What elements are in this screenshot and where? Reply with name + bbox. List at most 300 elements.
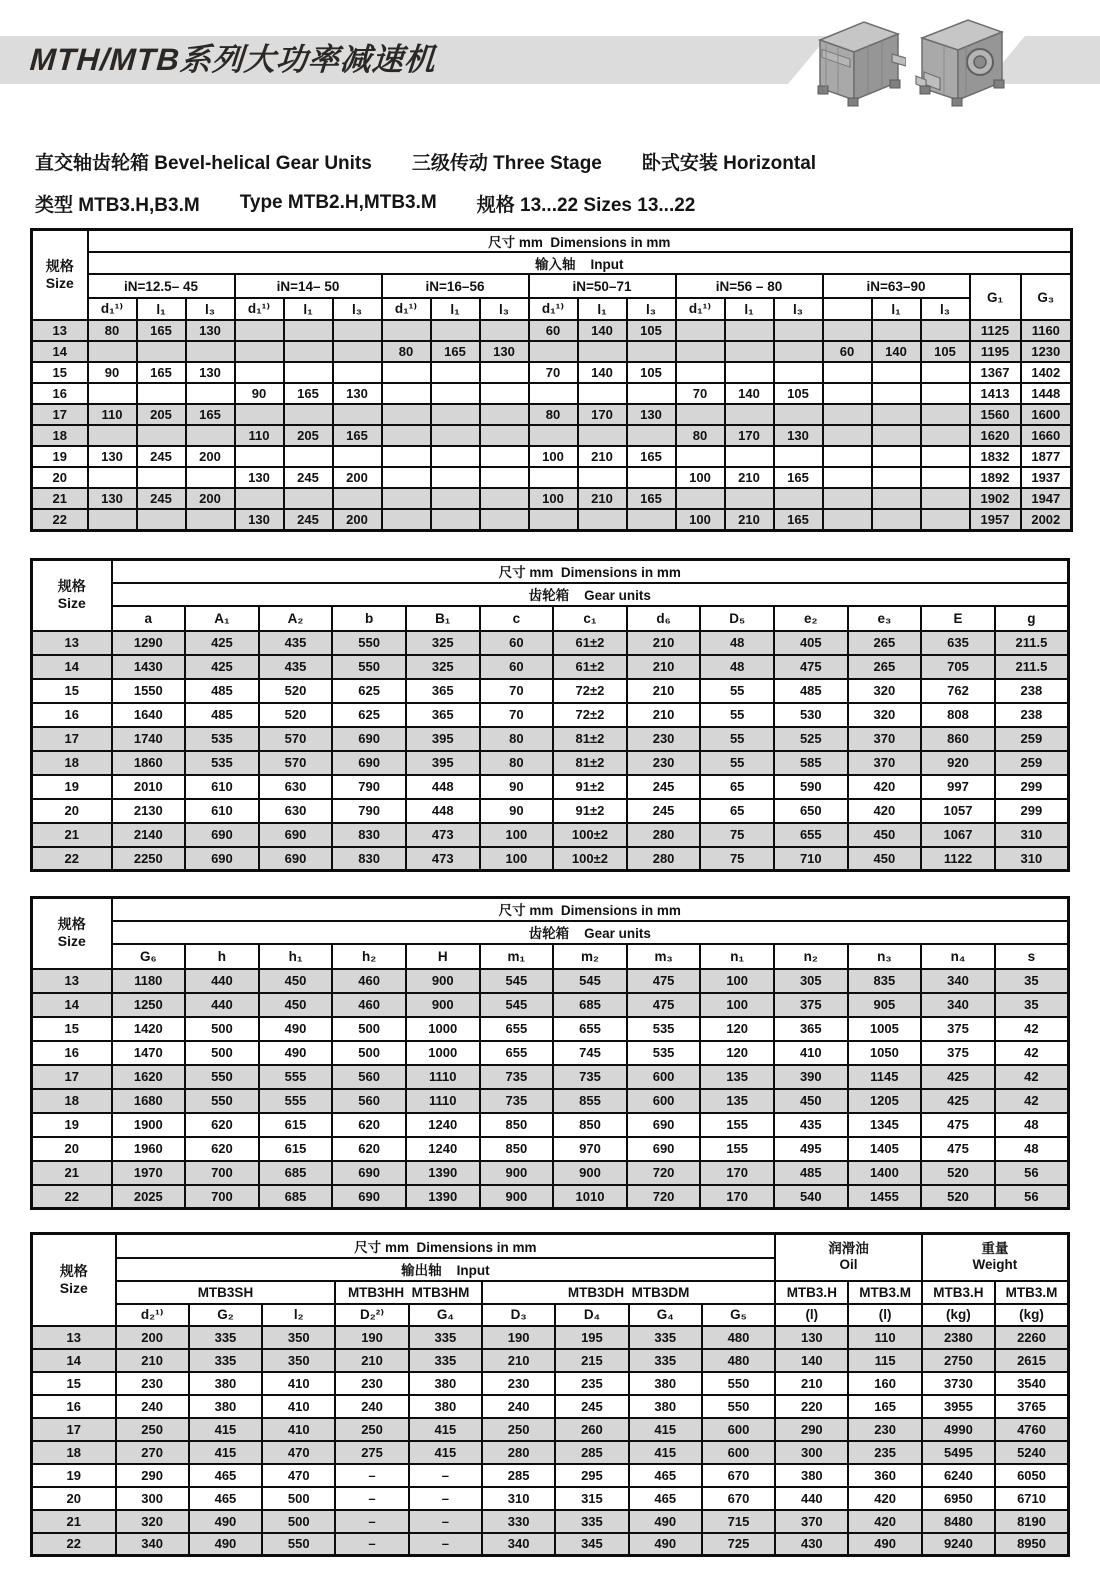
table-cell: 230: [627, 727, 701, 751]
table-cell: 238: [995, 679, 1069, 703]
table-cell: 1680: [112, 1089, 186, 1113]
table-cell: 500: [262, 1487, 335, 1510]
table-cell: 2025: [112, 1185, 186, 1209]
table-cell: 91±2: [553, 775, 627, 799]
column-header-10: e₃: [848, 606, 922, 631]
table-cell: 130: [480, 341, 529, 362]
table-cell: 1057: [921, 799, 995, 823]
table-cell: 420: [848, 799, 922, 823]
table-cell: 1947: [1021, 488, 1072, 509]
table-cell: 42: [995, 1089, 1069, 1113]
table-cell: 360: [848, 1464, 921, 1487]
ratio-group-header-2: iN=16–56: [382, 274, 529, 298]
table-cell: [382, 362, 431, 383]
table-cell: 690: [259, 823, 333, 847]
table-cell: 830: [332, 823, 406, 847]
table-cell: [578, 341, 627, 362]
table-cell: 425: [921, 1065, 995, 1089]
table-cell: 210: [627, 655, 701, 679]
size-cell: 18: [32, 751, 112, 775]
table-cell: [725, 446, 774, 467]
table-cell: –: [409, 1464, 482, 1487]
table-cell: [382, 509, 431, 530]
column-header-11: E: [921, 606, 995, 631]
table-cell: 270: [116, 1441, 189, 1464]
table-cell: 165: [774, 467, 823, 488]
size-cell: 17: [32, 1065, 112, 1089]
table-cell: [186, 467, 235, 488]
table-cell: [480, 467, 529, 488]
table-cell: [921, 467, 970, 488]
table-cell: 415: [189, 1418, 262, 1441]
table-cell: 670: [702, 1464, 775, 1487]
table-cell: [823, 425, 872, 446]
table-cell: 762: [921, 679, 995, 703]
table-cell: [578, 509, 627, 530]
table-cell: 61±2: [553, 655, 627, 679]
table-cell: [725, 404, 774, 425]
gearbox-image-left: [812, 10, 906, 112]
table-cell: 1550: [112, 679, 186, 703]
table-cell: 215: [555, 1349, 628, 1372]
table-cell: 165: [333, 425, 382, 446]
table-cell: 75: [700, 823, 774, 847]
table-cell: [823, 404, 872, 425]
table-cell: 190: [335, 1326, 408, 1349]
table-cell: 335: [629, 1326, 702, 1349]
ratio-group-header-4: iN=56 – 80: [676, 274, 823, 298]
table-cell: 210: [578, 488, 627, 509]
table-cell: 625: [332, 679, 406, 703]
size-cell: 16: [32, 383, 88, 404]
table-cell: 500: [332, 1041, 406, 1065]
sub-column-header-4-2: l₃: [774, 298, 823, 320]
table-cell: 1740: [112, 727, 186, 751]
table-cell: [431, 404, 480, 425]
size-cell: 21: [32, 1161, 112, 1185]
table-cell: –: [409, 1510, 482, 1533]
table-cell: 300: [775, 1441, 848, 1464]
table-cell: 240: [116, 1395, 189, 1418]
table-cell: 165: [137, 320, 186, 341]
table-cell: 600: [627, 1065, 701, 1089]
table-cell: 590: [774, 775, 848, 799]
weight-header: [922, 1234, 1069, 1281]
table-cell: 305: [774, 969, 848, 993]
table-cell: 265: [848, 655, 922, 679]
table-header-row: [32, 583, 1069, 606]
table-cell: 380: [409, 1395, 482, 1418]
table-cell: 105: [627, 362, 676, 383]
table-cell: [774, 320, 823, 341]
table-row: [32, 1372, 1069, 1395]
table-cell: 490: [259, 1041, 333, 1065]
table-cell: 70: [480, 703, 554, 727]
subtitle-line-2: [35, 182, 1075, 224]
type-group-header-0: MTB3SH: [116, 1281, 336, 1304]
table-cell: 8480: [922, 1510, 995, 1533]
table-cell: 700: [185, 1161, 259, 1185]
column-header-2: A₂: [259, 606, 333, 631]
column-header-4: H: [406, 944, 480, 969]
table-cell: 375: [774, 993, 848, 1017]
table-cell: 440: [775, 1487, 848, 1510]
table-cell: 245: [627, 775, 701, 799]
table-cell: 500: [185, 1041, 259, 1065]
table-cell: 1430: [112, 655, 186, 679]
table-cell: [284, 320, 333, 341]
table-cell: 35: [995, 969, 1069, 993]
column-header-8: D₅: [700, 606, 774, 631]
table-cell: 140: [578, 362, 627, 383]
table-cell: [823, 509, 872, 530]
table-row: [32, 1185, 1069, 1209]
table-cell: 6240: [922, 1464, 995, 1487]
size-cell: 22: [32, 1533, 116, 1556]
table-cell: 165: [186, 404, 235, 425]
table-cell: 2140: [112, 823, 186, 847]
size-cell: 17: [32, 404, 88, 425]
table-cell: 997: [921, 775, 995, 799]
table-cell: 720: [627, 1161, 701, 1185]
table-cell: 850: [480, 1113, 554, 1137]
table-cell: 235: [555, 1372, 628, 1395]
table-cell: 540: [774, 1185, 848, 1209]
table-cell: [480, 404, 529, 425]
ratio-group-header-3: iN=50–71: [529, 274, 676, 298]
table-cell: 210: [578, 446, 627, 467]
table-cell: 200: [333, 467, 382, 488]
table-cell: [382, 320, 431, 341]
table-cell: 900: [553, 1161, 627, 1185]
table-row: [32, 847, 1069, 871]
table-cell: [725, 362, 774, 383]
table-cell: 130: [333, 383, 382, 404]
table-cell: 70: [676, 383, 725, 404]
column-header-7: d₆: [627, 606, 701, 631]
table-cell: 80: [480, 727, 554, 751]
column-header-12: g: [995, 606, 1069, 631]
table-cell: 715: [702, 1510, 775, 1533]
table-cell: 585: [774, 751, 848, 775]
table-cell: 1180: [112, 969, 186, 993]
column-header-9: n₂: [774, 944, 848, 969]
table-cell: [774, 362, 823, 383]
table-cell: 72±2: [553, 679, 627, 703]
table-cell: 808: [921, 703, 995, 727]
dimensions-header: 尺寸 mm Dimensions in mm: [112, 898, 1069, 921]
column-header-0: G₆: [112, 944, 186, 969]
table-cell: 620: [332, 1137, 406, 1161]
gearbox-illustrations: [812, 10, 1008, 112]
column-header-8: G₅: [702, 1304, 775, 1326]
table-row: [32, 1113, 1069, 1137]
table-cell: 1957: [970, 509, 1021, 530]
table-cell: 135: [700, 1065, 774, 1089]
table-row: [32, 467, 1072, 488]
table-cell: 320: [116, 1510, 189, 1533]
table-cell: 380: [775, 1464, 848, 1487]
table-cell: 230: [482, 1372, 555, 1395]
subtitle-1-segment-1: 三级传动 Three Stage: [411, 152, 602, 174]
column-header-10: n₃: [848, 944, 922, 969]
table-cell: 240: [335, 1395, 408, 1418]
table-cell: 90: [235, 383, 284, 404]
table-cell: 380: [189, 1372, 262, 1395]
table-cell: [235, 488, 284, 509]
size-cell: 13: [32, 631, 112, 655]
subtitle-1-segment-2: 卧式安装 Horizontal: [641, 152, 817, 174]
type-group-header-6: MTB3.M: [995, 1281, 1068, 1304]
table-cell: 473: [406, 847, 480, 871]
table-cell: 211.5: [995, 631, 1069, 655]
table-cell: [382, 467, 431, 488]
table-cell: 110: [88, 404, 137, 425]
table-cell: 1010: [553, 1185, 627, 1209]
table-cell: 475: [921, 1137, 995, 1161]
table-cell: 1367: [970, 362, 1021, 383]
sub-column-header-3-2: l₃: [627, 298, 676, 320]
table-cell: 1390: [406, 1185, 480, 1209]
table-cell: [284, 341, 333, 362]
table-cell: 1005: [848, 1017, 922, 1041]
table-cell: 850: [480, 1137, 554, 1161]
ratio-group-header-5: iN=63–90: [823, 274, 970, 298]
table-cell: 70: [480, 679, 554, 703]
table-cell: 905: [848, 993, 922, 1017]
column-header-12: s: [995, 944, 1069, 969]
table-cell: 1832: [970, 446, 1021, 467]
table-cell: 245: [555, 1395, 628, 1418]
table-cell: 650: [774, 799, 848, 823]
table-cell: 80: [382, 341, 431, 362]
table-cell: 340: [116, 1533, 189, 1556]
table-row: [32, 1510, 1069, 1533]
column-header-1: h: [185, 944, 259, 969]
table-cell: 415: [409, 1441, 482, 1464]
table-cell: [480, 425, 529, 446]
size-cell: 14: [32, 993, 112, 1017]
table-cell: 550: [702, 1372, 775, 1395]
table-cell: 130: [775, 1326, 848, 1349]
table-cell: 325: [406, 631, 480, 655]
table-output-shaft-oil-weight: [30, 1232, 1070, 1557]
table-cell: 448: [406, 799, 480, 823]
table-cell: 110: [235, 425, 284, 446]
table-cell: [431, 446, 480, 467]
table-cell: 470: [262, 1464, 335, 1487]
size-cell: 17: [32, 1418, 116, 1441]
table-cell: 720: [627, 1185, 701, 1209]
sub-column-header-3-1: l₁: [578, 298, 627, 320]
table-cell: 615: [259, 1113, 333, 1137]
column-header-7: m₃: [627, 944, 701, 969]
table-cell: 335: [189, 1326, 262, 1349]
table-cell: 570: [259, 751, 333, 775]
table-cell: 140: [775, 1349, 848, 1372]
column-header-11: n₄: [921, 944, 995, 969]
table-cell: [921, 383, 970, 404]
table-cell: 690: [185, 847, 259, 871]
table-cell: 8950: [995, 1533, 1068, 1556]
sub-column-header-0-1: l₁: [137, 298, 186, 320]
table-cell: 490: [189, 1533, 262, 1556]
table-cell: 130: [88, 488, 137, 509]
table-cell: 280: [627, 847, 701, 871]
table-cell: 100: [676, 467, 725, 488]
table-cell: 165: [627, 488, 676, 509]
tail-column-header-0: G₁: [970, 274, 1021, 320]
table-cell: 395: [406, 751, 480, 775]
table-cell: 415: [629, 1441, 702, 1464]
table-cell: 210: [627, 679, 701, 703]
table-row: [32, 775, 1069, 799]
table-cell: 80: [88, 320, 137, 341]
table-cell: [529, 509, 578, 530]
table-cell: 259: [995, 727, 1069, 751]
table-cell: 335: [555, 1510, 628, 1533]
table-cell: 475: [627, 969, 701, 993]
table-cell: 245: [284, 509, 333, 530]
subtitle-2-segment-2: 规格 13...22 Sizes 13...22: [476, 194, 696, 216]
table-cell: 555: [259, 1089, 333, 1113]
sub-column-header-1-1: l₁: [284, 298, 333, 320]
size-cell: 18: [32, 1089, 112, 1113]
table-cell: [382, 488, 431, 509]
table-cell: 238: [995, 703, 1069, 727]
size-cell: 14: [32, 655, 112, 679]
column-header-3: h₂: [332, 944, 406, 969]
table-cell: 130: [774, 425, 823, 446]
table-cell: 550: [332, 631, 406, 655]
table-cell: 265: [848, 631, 922, 655]
table-cell: 200: [116, 1326, 189, 1349]
table-cell: [137, 509, 186, 530]
table-header-row: [32, 1234, 1069, 1258]
table-cell: 290: [116, 1464, 189, 1487]
table-cell: 6950: [922, 1487, 995, 1510]
table-cell: [872, 467, 921, 488]
table-cell: 4760: [995, 1418, 1068, 1441]
table-cell: 1860: [112, 751, 186, 775]
sub-column-header-2-1: l₁: [431, 298, 480, 320]
table-row: [32, 320, 1072, 341]
table-cell: [333, 446, 382, 467]
size-cell: 21: [32, 823, 112, 847]
table-cell: 230: [116, 1372, 189, 1395]
table-cell: [235, 320, 284, 341]
table-cell: –: [335, 1533, 408, 1556]
table-cell: 725: [702, 1533, 775, 1556]
table-cell: [872, 488, 921, 509]
table-cell: 210: [627, 631, 701, 655]
table-cell: 1250: [112, 993, 186, 1017]
table-cell: 710: [774, 847, 848, 871]
column-header-5: c: [480, 606, 554, 631]
table-cell: [823, 467, 872, 488]
table-cell: [774, 404, 823, 425]
table-cell: 1600: [1021, 404, 1072, 425]
table-cell: 690: [332, 1185, 406, 1209]
size-cell: 13: [32, 969, 112, 993]
table-cell: 545: [480, 969, 554, 993]
table-cell: [676, 362, 725, 383]
table-cell: 330: [482, 1510, 555, 1533]
table-row: [32, 751, 1069, 775]
table-cell: 370: [848, 751, 922, 775]
table-cell: 835: [848, 969, 922, 993]
table-cell: 520: [921, 1161, 995, 1185]
table-cell: 465: [189, 1487, 262, 1510]
table-cell: [88, 509, 137, 530]
table-cell: 300: [116, 1487, 189, 1510]
table-cell: [774, 341, 823, 362]
table-cell: 75: [700, 847, 774, 871]
table-cell: 475: [774, 655, 848, 679]
table-cell: 900: [406, 993, 480, 1017]
table-cell: 120: [700, 1017, 774, 1041]
table-cell: [88, 467, 137, 488]
table-cell: 6050: [995, 1464, 1068, 1487]
table-cell: 325: [406, 655, 480, 679]
subtitle-1-segment-0: 直交轴齿轮箱 Bevel-helical Gear Units: [35, 152, 372, 174]
subtitle-line-1: [35, 140, 1075, 182]
column-header-10: (l): [848, 1304, 921, 1326]
column-header-4: G₄: [409, 1304, 482, 1326]
table-cell: 465: [629, 1487, 702, 1510]
table-cell: 105: [921, 341, 970, 362]
table-cell: 250: [116, 1418, 189, 1441]
tail-column-header-1: G₃: [1021, 274, 1072, 320]
table-row: [32, 1464, 1069, 1487]
table-cell: 375: [921, 1041, 995, 1065]
table-cell: 380: [409, 1372, 482, 1395]
size-cell: 21: [32, 1510, 116, 1533]
table-row: [32, 1418, 1069, 1441]
subtitle-2-segment-0: 类型 MTB3.H,B3.M: [35, 194, 200, 216]
table-cell: 2130: [112, 799, 186, 823]
table-header-row: [32, 944, 1069, 969]
table-cell: 135: [700, 1089, 774, 1113]
table-row: [32, 823, 1069, 847]
type-group-header-1: MTB3HH MTB3HM: [335, 1281, 482, 1304]
sub-column-header-1-2: l₃: [333, 298, 382, 320]
table-cell: 415: [629, 1418, 702, 1441]
table-cell: 5495: [922, 1441, 995, 1464]
table-cell: 1640: [112, 703, 186, 727]
sub-column-header-5-0: [823, 298, 872, 320]
table-cell: 165: [284, 383, 333, 404]
table-cell: 211.5: [995, 655, 1069, 679]
table-cell: [872, 404, 921, 425]
table-cell: 560: [332, 1065, 406, 1089]
table-cell: 320: [848, 679, 922, 703]
table-input-shaft-dimensions: [30, 228, 1070, 532]
table-row: [32, 1326, 1069, 1349]
table-header-row: [32, 298, 1072, 320]
sub-column-header-0-0: d₁¹⁾: [88, 298, 137, 320]
table-cell: [137, 383, 186, 404]
table-cell: [284, 488, 333, 509]
table-cell: 790: [332, 799, 406, 823]
table-cell: 830: [332, 847, 406, 871]
column-header-6: c₁: [553, 606, 627, 631]
column-header-4: B₁: [406, 606, 480, 631]
table-cell: 1195: [970, 341, 1021, 362]
table-cell: 1455: [848, 1185, 922, 1209]
table-cell: 200: [186, 446, 235, 467]
table-cell: 735: [480, 1089, 554, 1113]
